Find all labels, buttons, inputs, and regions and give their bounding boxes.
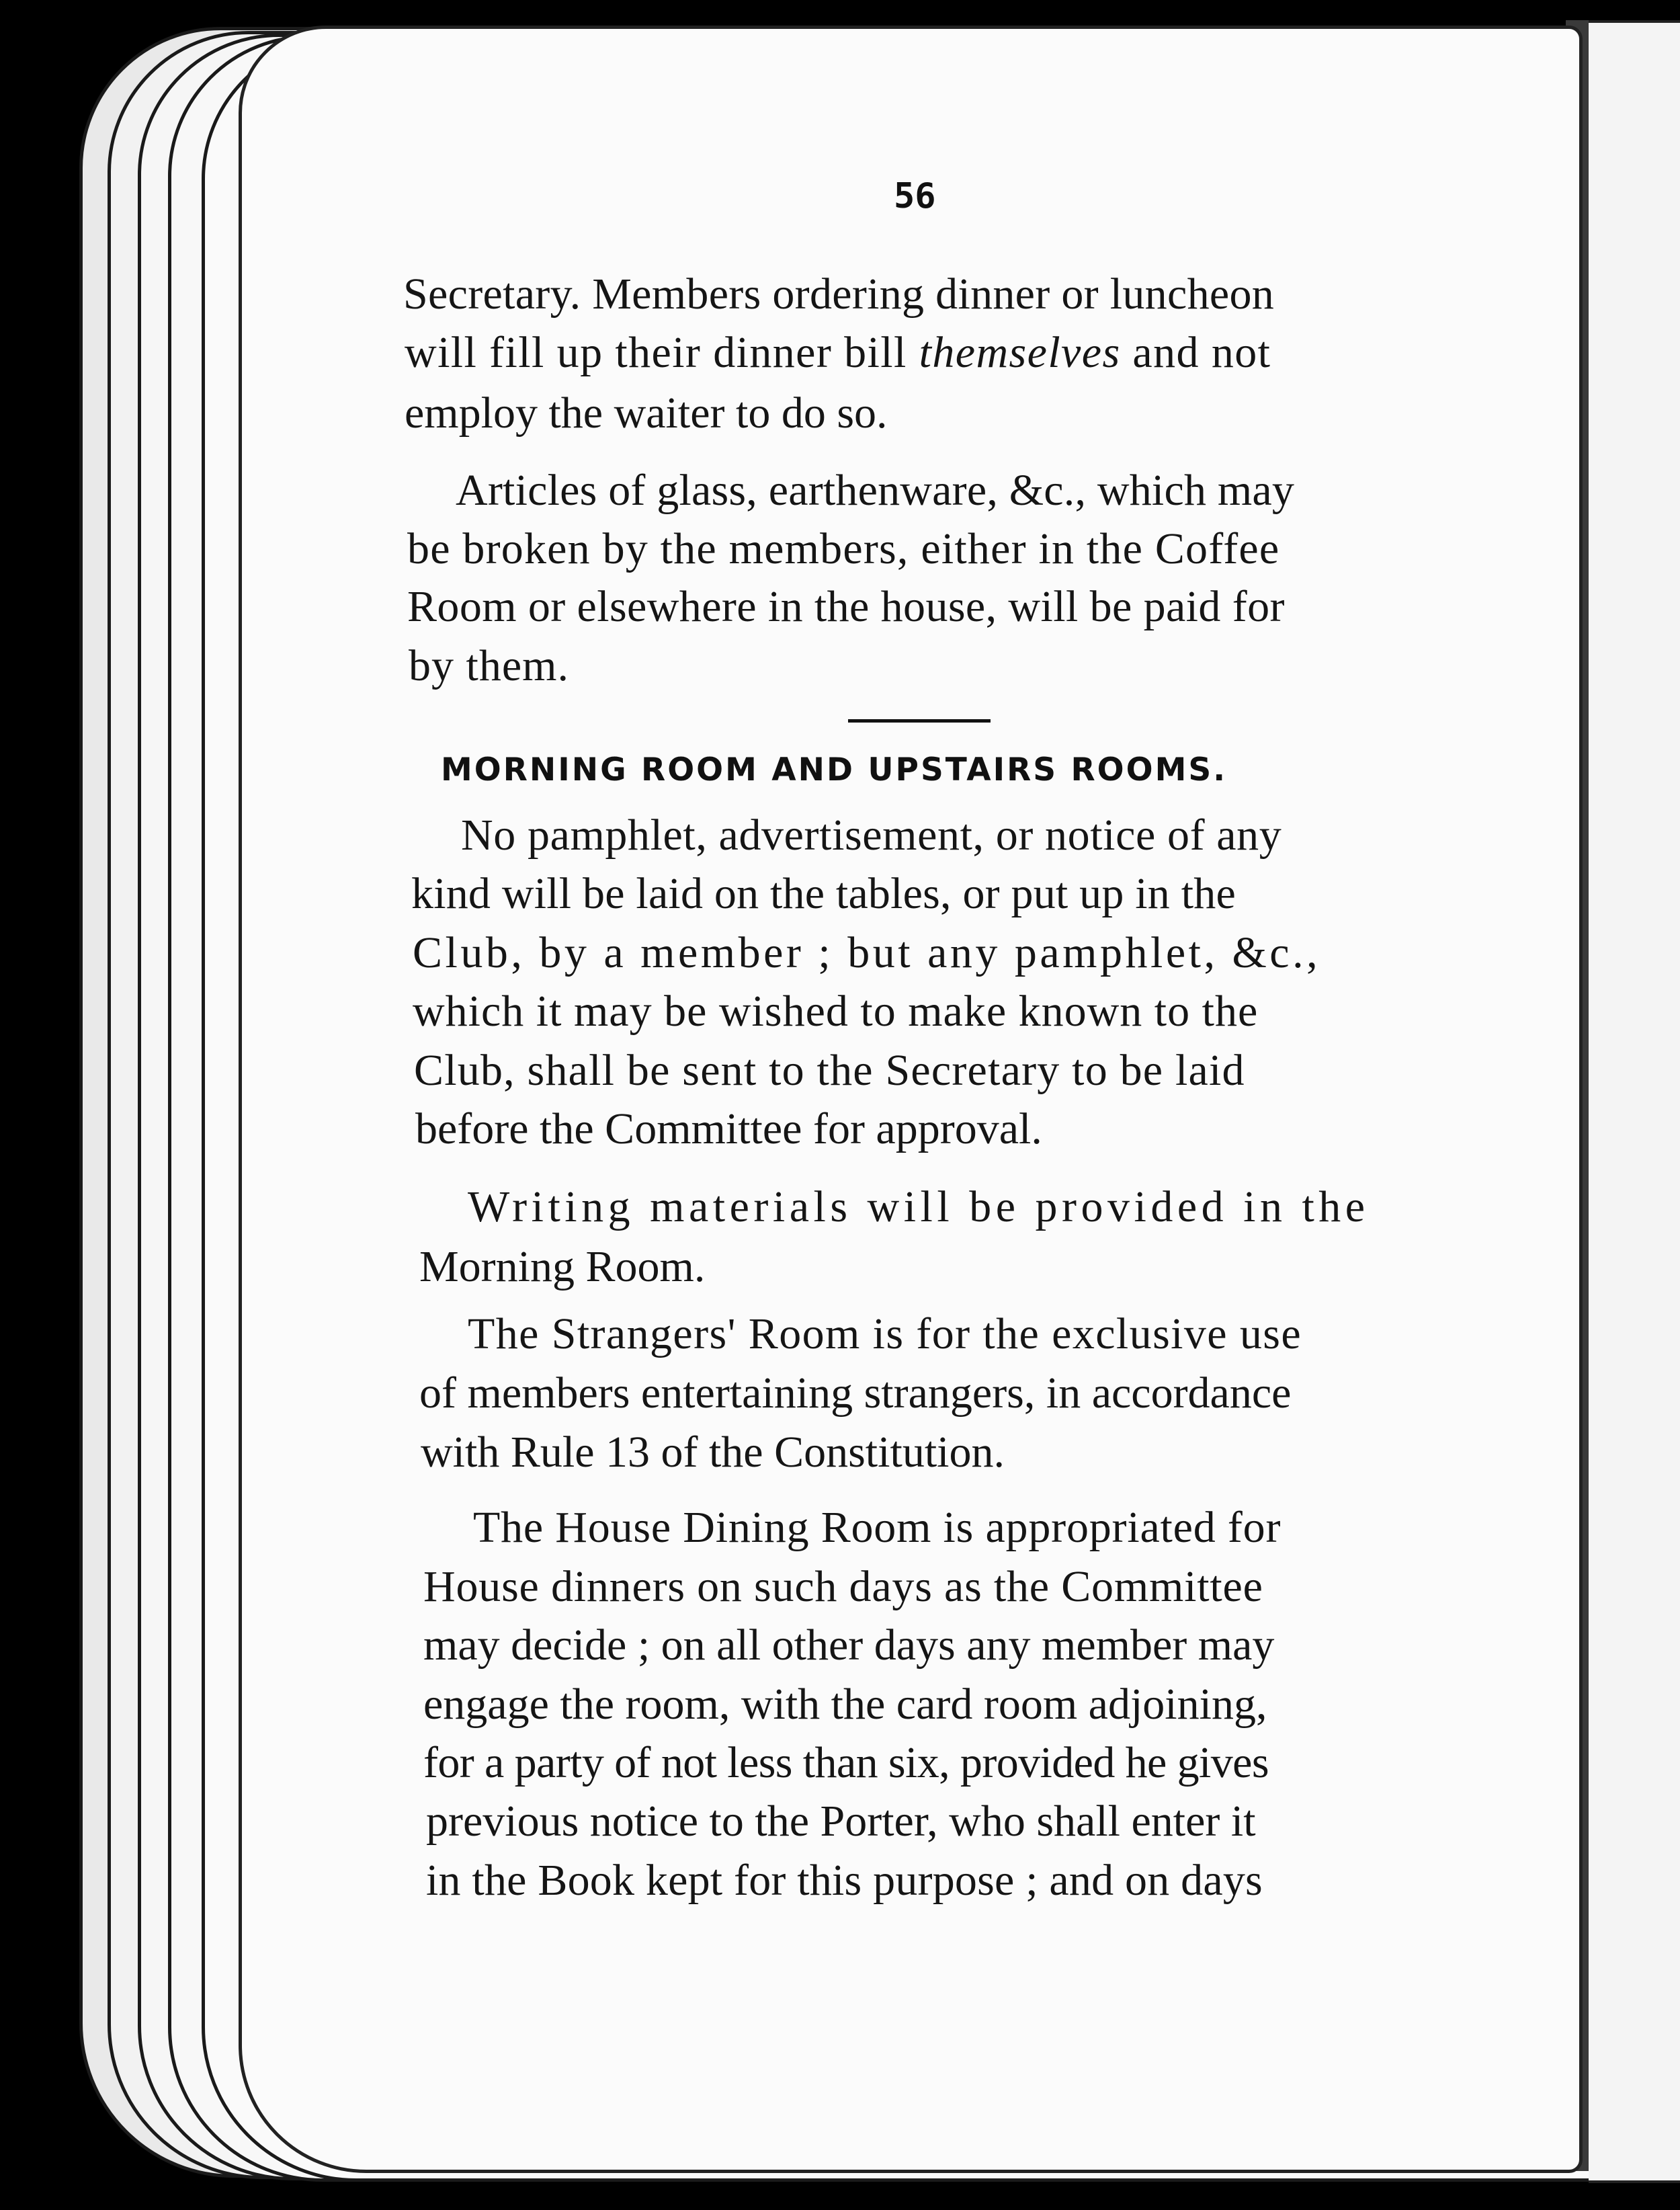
paragraph-6-line-4: engage the room, with the card room adjoining, bbox=[423, 1680, 1267, 1729]
scan-top-border bbox=[0, 0, 1680, 20]
paragraph-4-line-1: Writing materials will be provided in the bbox=[468, 1182, 1370, 1231]
paragraph-3-line-2: kind will be laid on the tables, or put up in the bbox=[411, 869, 1236, 918]
paragraph-5-line-3: with Rule 13 of the Constitution. bbox=[421, 1428, 1005, 1477]
paragraph-5-line-1: The Strangers' Room is for the exclusive use bbox=[468, 1309, 1302, 1358]
paragraph-6-line-3: may decide ; on all other days any member may bbox=[423, 1621, 1275, 1670]
page-number: 56 bbox=[894, 176, 936, 216]
paragraph-3-line-6: before the Committee for approval. bbox=[415, 1104, 1042, 1153]
paragraph-6-line-6: previous notice to the Porter, who shall enter it bbox=[426, 1797, 1256, 1846]
paragraph-1-line-2: will fill up their dinner bill themselves and not bbox=[405, 328, 1271, 377]
paragraph-3-line-1: No pamphlet, advertisement, or notice of any bbox=[461, 811, 1282, 860]
paragraph-6-line-2: House dinners on such days as the Committee bbox=[423, 1562, 1263, 1611]
paragraph-1-line-1: Secretary. Members ordering dinner or luncheon bbox=[403, 270, 1275, 319]
section-heading: MORNING ROOM AND UPSTAIRS ROOMS. bbox=[441, 751, 1228, 788]
paragraph-6-line-7: in the Book kept for this purpose ; and on days bbox=[426, 1856, 1263, 1905]
paragraph-2-line-1: Articles of glass, earthenware, &c., which may bbox=[456, 466, 1295, 515]
paragraph-3-line-5: Club, shall be sent to the Secretary to be laid bbox=[414, 1046, 1245, 1095]
paragraph-3-line-4: which it may be wished to make known to the bbox=[413, 987, 1259, 1036]
paragraph-2-line-4: by them. bbox=[409, 641, 569, 690]
paragraph-6-line-5: for a party of not less than six, provided he gives bbox=[423, 1738, 1269, 1787]
paragraph-6-line-1: The House Dining Room is appropriated for bbox=[473, 1503, 1282, 1552]
paragraph-2-line-3: Room or elsewhere in the house, will be paid for bbox=[407, 582, 1285, 631]
section-divider bbox=[848, 719, 991, 723]
facing-page-edge bbox=[1589, 20, 1680, 2183]
paragraph-5-line-2: of members entertaining strangers, in accordance bbox=[419, 1368, 1292, 1418]
paragraph-1-line-3: employ the waiter to do so. bbox=[405, 388, 888, 438]
paragraph-3-line-3: Club, by a member ; but any pamphlet, &c., bbox=[413, 928, 1321, 977]
italic-word: themselves bbox=[919, 328, 1121, 377]
paragraph-2-line-2: be broken by the members, either in the Coffee bbox=[407, 524, 1280, 573]
paragraph-4-line-2: Morning Room. bbox=[419, 1242, 706, 1291]
